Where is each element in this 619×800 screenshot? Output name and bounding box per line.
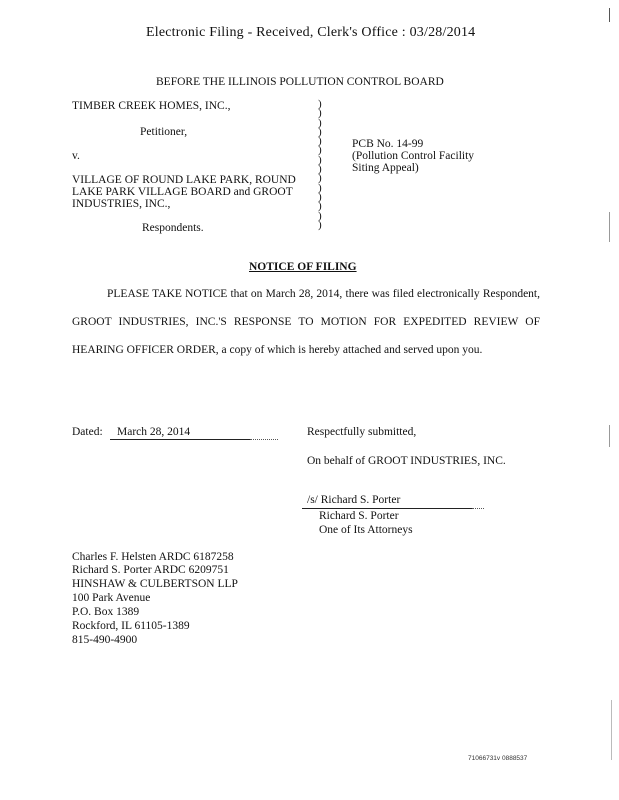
respondent-line-1: VILLAGE OF ROUND LAKE PARK, ROUND [72, 174, 296, 186]
counsel-firm: HINSHAW & CULBERTSON LLP [72, 578, 238, 590]
dated-underline-dots [250, 439, 278, 440]
board-title: BEFORE THE ILLINOIS POLLUTION CONTROL BOARD [156, 76, 444, 88]
respondent-line-2: LAKE PARK VILLAGE BOARD and GROOT [72, 186, 293, 198]
signer-title: One of Its Attorneys [319, 524, 413, 536]
counsel-phone: 815-490-4900 [72, 634, 138, 646]
respondent-role: Respondents. [142, 222, 204, 234]
dated-underline [110, 439, 250, 440]
scan-mark [611, 700, 612, 760]
case-type-line-2: Siting Appeal) [352, 162, 419, 174]
caption-parentheses: ) ) ) ) ) ) ) ) ) ) ) ) ) ) [318, 98, 322, 231]
counsel-po-box: P.O. Box 1389 [72, 606, 140, 618]
signer-name: Richard S. Porter [319, 510, 399, 522]
counsel-city: Rockford, IL 61105-1389 [72, 620, 190, 632]
counsel-line-2: Richard S. Porter ARDC 6209751 [72, 564, 229, 576]
counsel-street: 100 Park Avenue [72, 592, 151, 604]
petitioner-role: Petitioner, [140, 126, 188, 138]
notice-title: NOTICE OF FILING [249, 261, 357, 273]
signature-line-dots [472, 508, 484, 509]
petitioner-name: TIMBER CREEK HOMES, INC., [72, 100, 231, 112]
respondent-line-3: INDUSTRIES, INC., [72, 198, 171, 210]
signature-line [302, 508, 472, 509]
electronic-signature: /s/ Richard S. Porter [307, 494, 401, 506]
closing-phrase: Respectfully submitted, [307, 426, 417, 438]
filing-header-stamp: Electronic Filing - Received, Clerk's Office : 03/28/2014 [146, 25, 476, 40]
case-number: PCB No. 14-99 [352, 138, 424, 150]
scan-mark [609, 425, 610, 447]
dated-value: March 28, 2014 [117, 426, 191, 438]
case-type-line-1: (Pollution Control Facility [352, 150, 475, 162]
versus-label: v. [72, 150, 80, 162]
notice-body-text: PLEASE TAKE NOTICE that on March 28, 2014, there was filed electronically Respondent, GROOT INDUSTRIES, INC.'S RESPONSE TO MOTION FOR EXPEDITED REVIEW OF HEARING OFFICER ORDER, a copy of which is hereby attached and served upon you. [72, 288, 540, 356]
dated-label: Dated: [72, 426, 103, 438]
scan-mark [609, 8, 610, 22]
document-id-footer: 71066731v 0888537 [468, 755, 528, 762]
counsel-line-1: Charles F. Helsten ARDC 6187258 [72, 551, 234, 563]
notice-body-paragraph [72, 280, 540, 364]
on-behalf-line: On behalf of GROOT INDUSTRIES, INC. [307, 455, 506, 467]
scan-mark [609, 212, 610, 242]
